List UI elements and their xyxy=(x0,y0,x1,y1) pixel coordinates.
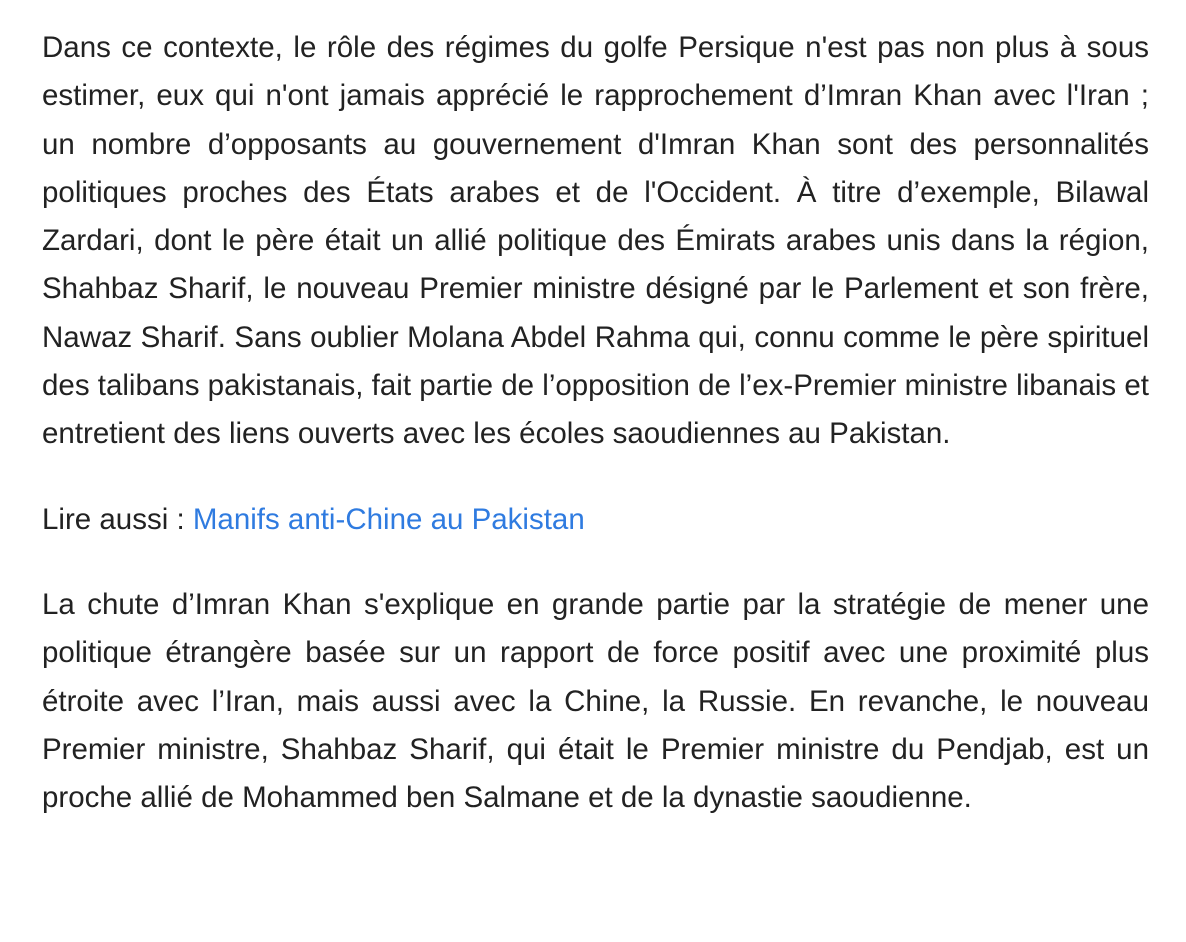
paragraph-imran-khan-fall: La chute d’Imran Khan s'explique en grande partie par la stratégie de mener une politique étrangère basée sur un rapport de force positif avec une proximité plus étroite avec l’Iran, mais aussi avec la Chine, la Russie. En revanche, le nouveau Premier ministre, Shahbaz Sharif, qui était le Premier ministre du Pendjab, est un proche allié de Mohammed ben Salmane et de la dynastie saoudienne. xyxy=(42,587,1149,815)
read-also xyxy=(42,496,1149,544)
paragraph-gulf-regimes: Dans ce contexte, le rôle des régimes du golfe Persique n'est pas non plus à sous estimer, eux qui n'ont jamais apprécié le rapprochement d’Imran Khan avec l'Iran ; un nombre d’opposants au gouvernement d'Imran Khan sont des personnalités politiques proches des États arabes et de l'Occident. À titre d’exemple, Bilawal Zardari, dont le père était un allié politique des Émirats arabes unis dans la région, Shahbaz Sharif, le nouveau Premier ministre désigné par le Parlement et son frère, Nawaz Sharif. Sans oublier Molana Abdel Rahma qui, connu comme le père spirituel des talibans pakistanais, fait partie de l’opposition de l’ex-Premier ministre libanais et entretient des liens ouverts avec les écoles saoudiennes au Pakistan. xyxy=(42,31,1149,451)
read-also-link[interactable]: Manifs anti-Chine au Pakistan xyxy=(192,502,585,536)
read-also-label: Lire aussi : xyxy=(42,502,193,536)
article-body xyxy=(42,24,1149,859)
